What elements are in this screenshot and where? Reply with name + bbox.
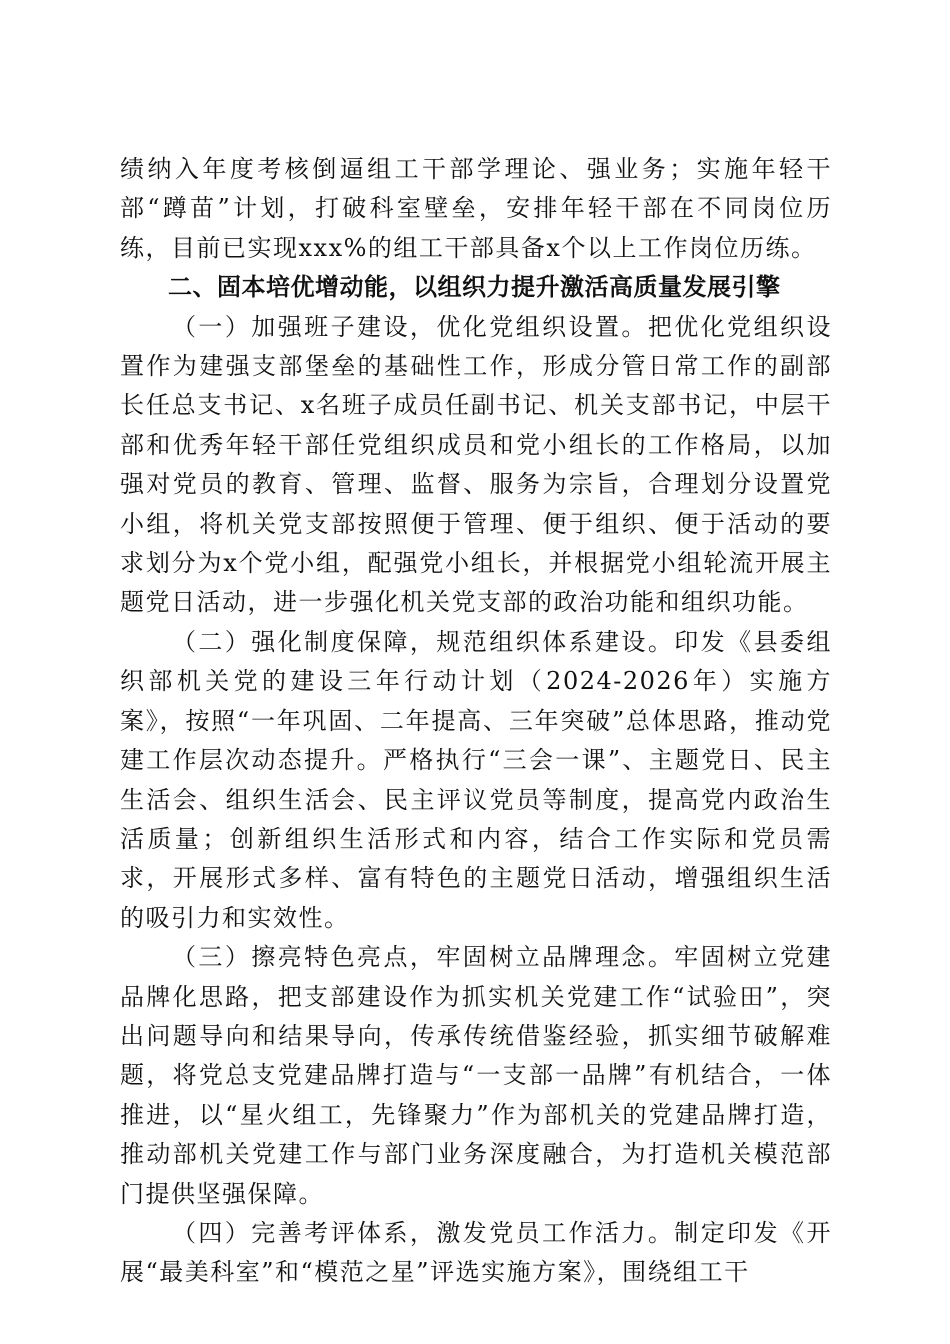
paragraph-3: （三）擦亮特色亮点，牢固树立品牌理念。牢固树立党建品牌化思路，把支部建设作为抓实机关党建工作“试验田”，突出问题导向和结果导向，传承传统借鉴经验，抓实细节破解难题，将党总支党建品牌打造与“一支部一品牌”有机结合，一体推进，以“星火组工，先锋聚力”作为部机关的党建品牌打造，推动部机关党建工作与部门业务深度融合，为打造机关模范部门提供坚强保障。 bbox=[120, 943, 832, 1208]
section-heading: 二、固本培优增动能，以组织力提升激活高质量发展引擎 bbox=[168, 273, 781, 302]
document-body bbox=[120, 150, 832, 1293]
continuation-paragraph: 绩纳入年度考核倒逼组工干部学理论、强业务；实施年轻干部“蹲苗”计划，打破科室壁垒，安排年轻干部在不同岗位历练，目前已实现xxx%的组工干部具备x个以上工作岗位历练。 bbox=[120, 155, 832, 262]
paragraph-1: （一）加强班子建设，优化党组织设置。把优化党组织设置作为建强支部堡垒的基础性工作，形成分管日常工作的副部长任总支书记、x名班子成员任副书记、机关支部书记，中层干部和优秀年轻干部任党组织成员和党小组长的工作格局，以加强对党员的教育、管理、监督、服务为宗旨，合理划分设置党小组，将机关党支部按照便于管理、便于组织、便于活动的要求划分为x个党小组，配强党小组长，并根据党小组轮流开展主题党日活动，进一步强化机关党支部的政治功能和组织功能。 bbox=[120, 312, 832, 617]
paragraph-2: （二）强化制度保障，规范组织体系建设。印发《县委组织部机关党的建设三年行动计划（2024-2026年）实施方案》，按照“一年巩固、二年提高、三年突破”总体思路，推动党建工作层次动态提升。严格执行“三会一课”、主题党日、民主生活会、组织生活会、民主评议党员等制度，提高党内政治生活质量；创新组织生活形式和内容，结合工作实际和党员需求，开展形式多样、富有特色的主题党日活动，增强组织生活的吸引力和实效性。 bbox=[120, 627, 832, 932]
paragraph-4: （四）完善考评体系，激发党员工作活力。制定印发《开展“最美科室”和“模范之星”评选实施方案》，围绕组工干 bbox=[120, 1218, 832, 1287]
